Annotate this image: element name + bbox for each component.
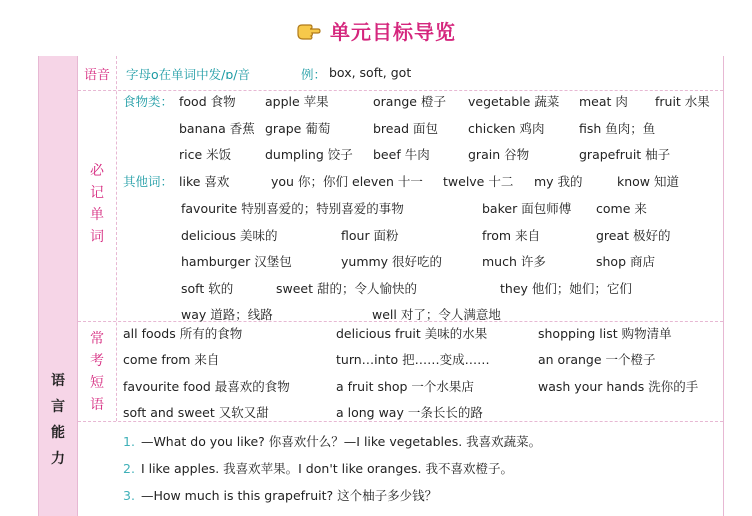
vocab-word: eleven 十一	[352, 174, 423, 189]
vocab-word: like 喜欢	[179, 174, 230, 189]
phrase: turn…into 把……变成……	[336, 352, 490, 367]
vocab-word: beef 牛肉	[373, 147, 430, 162]
food-category-label: 食物类：	[123, 94, 174, 109]
phonics-examples: box, soft, got	[329, 65, 412, 80]
vocab-word: grapefruit 柚子	[579, 147, 671, 162]
vocab-word: yummy 很好吃的	[341, 254, 443, 269]
vocab-word: shop 商店	[596, 254, 655, 269]
vocab-word: my 我的	[534, 174, 583, 189]
vocab-word: apple 苹果	[265, 94, 329, 109]
vocab-word: food 食物	[179, 94, 236, 109]
phonics-label: 语音	[83, 68, 110, 83]
goals-table	[38, 56, 724, 516]
vocab-word: dumpling 饺子	[265, 147, 353, 162]
vocab-word: banana 香蕉	[179, 121, 255, 136]
vocab-word: fruit 水果	[655, 94, 710, 109]
vocab-word: fish 鱼肉；鱼	[579, 121, 656, 136]
vocab-word: know 知道	[617, 174, 680, 189]
vocab-word: soft 软的	[181, 281, 234, 296]
vocab-word: flour 面粉	[341, 228, 399, 243]
page-title: 单元目标导览	[330, 19, 456, 44]
phrase: wash your hands 洗你的手	[538, 379, 699, 394]
sentence	[123, 459, 513, 477]
vocab-word: orange 橙子	[373, 94, 446, 109]
vocab-word: sweet 甜的；令人愉快的	[276, 281, 417, 296]
sentence-text: —What do you like? 你喜欢什么？—I like vegetables. 我喜欢蔬菜。	[140, 434, 542, 449]
vocab-word: chicken 鸡肉	[468, 121, 545, 136]
vocab-word: they 他们；她们；它们	[500, 281, 632, 296]
row-divider	[78, 90, 723, 91]
other-category-label: 其他词：	[123, 174, 174, 189]
phrase: delicious fruit 美味的水果	[336, 326, 488, 341]
sentence	[123, 432, 541, 450]
row-divider	[78, 421, 723, 422]
sentence-number: 1.	[123, 434, 135, 449]
phonics-example-prefix: 例：	[301, 67, 327, 82]
vocab-word: grape 葡萄	[265, 121, 331, 136]
sentence-number: 3.	[123, 488, 135, 503]
phrase: a long way 一条长长的路	[336, 405, 483, 420]
phrase: a fruit shop 一个水果店	[336, 379, 474, 394]
vocab-word: twelve 十二	[443, 174, 514, 189]
sentence	[123, 486, 437, 504]
vocab-label: 必 记 单 词	[90, 163, 104, 245]
vocab-word: favourite 特别喜爱的；特别喜爱的事物	[181, 201, 404, 216]
sentence-number: 2.	[123, 461, 135, 476]
pointing-hand-icon	[296, 19, 322, 41]
vocab-word: baker 面包师傅	[482, 201, 572, 216]
vocab-word: hamburger 汉堡包	[181, 254, 292, 269]
vocab-word: come 来	[596, 201, 647, 216]
phrase: favourite food 最喜欢的食物	[123, 379, 290, 394]
vocab-word: grain 谷物	[468, 147, 530, 162]
vocab-word: vegetable 蔬菜	[468, 94, 560, 109]
phrase: shopping list 购物清单	[538, 326, 672, 341]
phrase: come from 来自	[123, 352, 220, 367]
vocab-word: meat 肉	[579, 94, 628, 109]
page-header	[0, 12, 752, 48]
phrase: soft and sweet 又软又甜	[123, 405, 269, 420]
vocab-word: delicious 美味的	[181, 228, 278, 243]
vocab-word: great 极好的	[596, 228, 671, 243]
vocab-word: much 许多	[482, 254, 546, 269]
phrase: an orange 一个橙子	[538, 352, 656, 367]
vocab-word: bread 面包	[373, 121, 439, 136]
phrase: all foods 所有的食物	[123, 326, 243, 341]
vocab-word: well 对了；令人满意地	[372, 307, 501, 322]
sentence-text: —How much is this grapefruit? 这个柚子多少钱？	[140, 488, 438, 503]
outer-category-label: 语 言 能 力	[51, 373, 65, 467]
vocab-word: way 道路；线路	[181, 307, 273, 322]
vocab-word: you 你；你们	[271, 174, 348, 189]
vocab-word: rice 米饭	[179, 147, 232, 162]
phonics-rule: 字母o在单词中发/ɒ/音	[126, 67, 251, 82]
sentence-text: I like apples. 我喜欢苹果。I don't like oranges. 我不喜欢橙子。	[140, 461, 513, 476]
vocab-word: from 来自	[482, 228, 541, 243]
phrases-label: 常 考 短 语	[90, 331, 104, 413]
